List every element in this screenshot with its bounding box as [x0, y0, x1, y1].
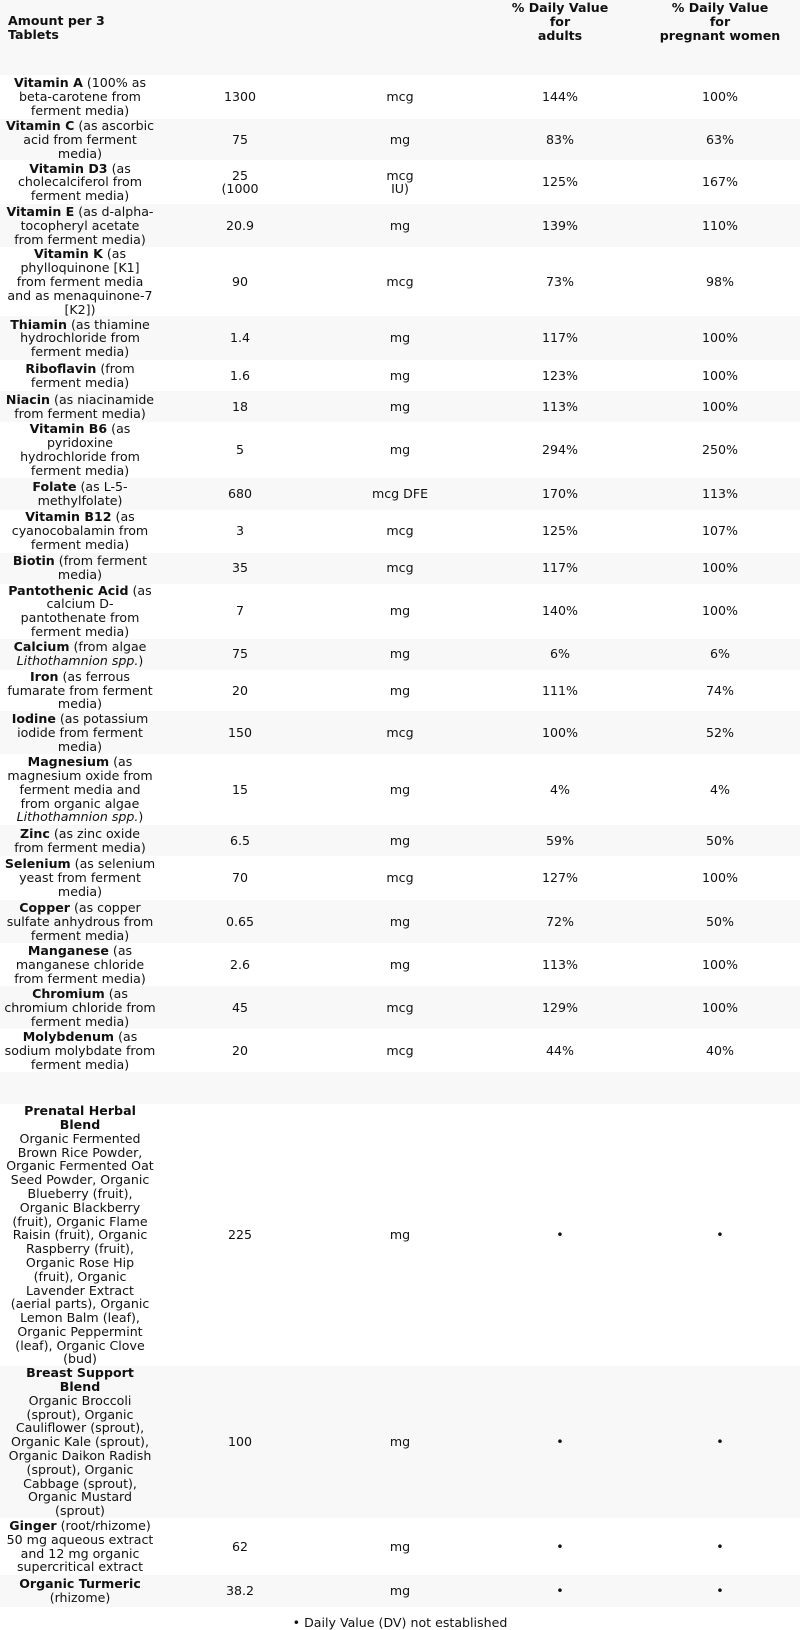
nutrient-name: Biotin — [12, 553, 55, 569]
nutrient-row — [0, 670, 800, 711]
nutrient-name-cell — [0, 825, 160, 856]
unit-column-header — [320, 0, 480, 75]
blend-name: Prenatal Herbal Blend — [24, 1103, 136, 1132]
amount-cell: 1.6 — [229, 367, 251, 383]
amount-cell: 20.9 — [225, 217, 255, 233]
nutrient-row — [0, 204, 800, 247]
dv-adults-cell: 123% — [541, 367, 578, 383]
dv-pregnant-cell: 100% — [701, 367, 738, 383]
nutrient-row — [0, 316, 800, 360]
nutrient-name: Molybdenum — [22, 1028, 115, 1044]
amount-cell: 20 — [231, 682, 249, 698]
nutrient-source: (as potassium iodide from ferment media) — [17, 710, 149, 754]
dv-adults-cell: 125% — [541, 174, 578, 190]
blend-ingredients: (rhizome) — [49, 1590, 111, 1606]
nutrient-row — [0, 478, 800, 510]
nutrient-name: Thiamin — [10, 316, 67, 332]
dv-pregnant-cell: 100% — [701, 89, 738, 105]
unit-cell: mg — [389, 217, 411, 233]
dv-adults-cell: 127% — [541, 870, 578, 886]
dv-adults-cell: 83% — [546, 131, 574, 147]
blend-name: Breast Support Blend — [26, 1365, 134, 1395]
amount-cell: 6.5 — [229, 832, 251, 848]
blend-ingredients: Organic Fermented Brown Rice Powder, Organic Fermented Oat Seed Powder, Organic Blueberry (fruit), Organic Blackberry (fruit), Organic Flame Raisin (fruit), Organic Raspberry (fruit), Organic Rose Hip (fruit), Organic Lavender Extract (aerial parts), Organic Lemon Balm (leaf), Organic Peppermint (leaf), Organic Clove (bud) — [6, 1130, 154, 1367]
dv-pregnant-header: % Daily Value for pregnant women — [659, 0, 781, 43]
unit-cell: mg — [389, 682, 411, 698]
nutrient-row — [0, 825, 800, 856]
nutrient-row — [0, 75, 800, 119]
dv-adults-cell: • — [556, 1583, 564, 1599]
dv-pregnant-cell: 50% — [706, 832, 734, 848]
section-spacer-row — [0, 1072, 800, 1104]
nutrient-name-cell — [0, 639, 160, 670]
dv-adults-cell: • — [556, 1434, 564, 1450]
nutrient-name: Vitamin K — [33, 246, 103, 262]
unit-cell: mg — [389, 913, 411, 929]
nutrient-name-cell — [0, 553, 160, 584]
nutrient-name-cell — [0, 478, 160, 510]
dv-adults-cell: 59% — [546, 832, 574, 848]
dv-adults-cell: • — [556, 1227, 564, 1243]
unit-cell: mg — [389, 398, 411, 414]
nutrient-source: (as zinc oxide from ferment media) — [14, 825, 146, 855]
unit-cell: mcg DFE — [371, 485, 429, 501]
unit-cell: mcg — [386, 870, 414, 886]
nutrient-source-tail: ) — [138, 809, 144, 825]
nutrient-row — [0, 856, 800, 900]
dv-pregnant-cell: 100% — [701, 603, 738, 619]
nutrient-name-cell — [0, 670, 160, 711]
unit-cell: mg — [389, 832, 411, 848]
nutrient-row — [0, 160, 800, 204]
nutrient-row — [0, 711, 800, 754]
nutrient-name-cell — [0, 584, 160, 639]
nutrient-name: Manganese — [27, 942, 109, 958]
nutrient-name: Iodine — [11, 710, 56, 726]
nutrient-name-cell — [0, 316, 160, 360]
nutrient-name: Niacin — [5, 392, 51, 408]
dv-adults-cell: 117% — [541, 560, 578, 576]
amount-cell: 25 (1000 — [221, 167, 259, 197]
dv-adults-cell: 6% — [550, 646, 570, 662]
unit-cell: mg — [389, 442, 411, 458]
unit-cell: mg — [389, 956, 411, 972]
unit-cell: mcg — [386, 89, 414, 105]
blend-name-cell — [0, 1104, 160, 1366]
amount-cell: 150 — [227, 724, 253, 740]
dv-adults-cell: 139% — [541, 217, 578, 233]
amount-cell: 35 — [231, 560, 249, 576]
dv-adults-cell: 129% — [541, 999, 578, 1015]
unit-cell: mg — [389, 781, 411, 797]
blend-name: Ginger — [9, 1517, 57, 1533]
dv-adults-cell: 100% — [541, 724, 578, 740]
daily-value-footnote: • Daily Value (DV) not established — [292, 1615, 508, 1630]
unit-cell: mcg — [386, 999, 414, 1015]
nutrient-source: (as chromium chloride from ferment media) — [4, 985, 156, 1029]
blend-name-cell — [0, 1366, 160, 1518]
dv-pregnant-cell: 100% — [701, 870, 738, 886]
nutrient-row — [0, 247, 800, 316]
amount-cell: 680 — [227, 485, 253, 501]
nutrient-name-cell — [0, 247, 160, 316]
nutrient-row — [0, 754, 800, 825]
dv-adults-cell: 4% — [550, 781, 570, 797]
nutrient-row — [0, 360, 800, 391]
unit-cell: mcg — [386, 724, 414, 740]
amount-cell: 5 — [235, 442, 244, 458]
dv-adults-cell: 170% — [541, 485, 578, 501]
dv-pregnant-cell: 113% — [701, 485, 738, 501]
dv-adults-cell: 144% — [541, 89, 578, 105]
nutrient-name-cell — [0, 204, 160, 247]
dv-pregnant-cell: 63% — [706, 131, 734, 147]
amount-cell: 70 — [231, 870, 249, 886]
nutrient-source: (as selenium yeast from ferment media) — [19, 856, 156, 900]
amount-cell: 1.4 — [229, 330, 251, 346]
dv-pregnant-cell: 52% — [706, 724, 734, 740]
nutrient-source: (as manganese chloride from ferment media) — [14, 942, 146, 986]
amount-cell: 225 — [227, 1227, 253, 1243]
nutrient-source: (as d-alpha-tocopheryl acetate from ferment media) — [14, 204, 154, 247]
dv-adults-cell: • — [556, 1538, 564, 1554]
dv-pregnant-cell: 110% — [701, 217, 738, 233]
amount-cell: 2.6 — [229, 956, 251, 972]
nutrient-name-cell — [0, 360, 160, 391]
dv-pregnant-cell: 98% — [706, 273, 734, 289]
dv-pregnant-cell: 100% — [701, 330, 738, 346]
dv-adults-header: % Daily Value for adults — [511, 0, 609, 43]
dv-adults-cell: 117% — [541, 330, 578, 346]
nutrient-name-cell — [0, 986, 160, 1029]
nutrient-source-tail: ) — [138, 653, 144, 669]
nutrient-row — [0, 119, 800, 160]
unit-cell: mcg — [386, 1042, 414, 1058]
dv-pregnant-cell: • — [716, 1434, 724, 1450]
nutrient-source: (from ferment media) — [30, 361, 135, 390]
unit-cell: mcg IU) — [386, 167, 414, 197]
amount-column-header — [160, 0, 320, 75]
nutrient-name: Riboflavin — [25, 361, 97, 377]
nutrient-source: (as calcium D-pantothenate from ferment media) — [20, 582, 152, 639]
nutrient-source-species: Lithothamnion spp. — [16, 653, 139, 669]
dv-adults-cell: 44% — [546, 1042, 574, 1058]
nutrient-source: (as cholecalciferol from ferment media) — [17, 160, 143, 204]
nutrient-source: (as L-5-methylfolate) — [37, 478, 128, 508]
unit-cell: mg — [389, 367, 411, 383]
amount-cell: 3 — [235, 523, 244, 539]
amount-cell: 90 — [231, 273, 249, 289]
dv-pregnant-cell: • — [716, 1538, 724, 1554]
nutrient-row — [0, 510, 800, 553]
nutrient-row — [0, 422, 800, 477]
dv-pregnant-cell: • — [716, 1227, 724, 1243]
table-header-row — [0, 0, 800, 75]
dv-pregnant-cell: 40% — [706, 1042, 734, 1058]
dv-adults-cell: 72% — [546, 913, 574, 929]
nutrient-name-cell — [0, 422, 160, 477]
dv-pregnant-cell: 100% — [701, 999, 738, 1015]
unit-cell: mg — [389, 603, 411, 619]
amount-cell: 75 — [231, 131, 249, 147]
amount-cell: 1300 — [223, 89, 257, 105]
nutrient-source: (as pyridoxine hydrochloride from ferment media) — [20, 421, 140, 478]
nutrient-name: Vitamin C — [5, 118, 75, 133]
dv-pregnant-cell: 100% — [701, 560, 738, 576]
dv-pregnant-cell: 100% — [701, 956, 738, 972]
nutrient-name: Folate — [32, 478, 77, 494]
nutrient-source: (as cyanocobalamin from ferment media) — [11, 509, 149, 552]
nutrient-source: (from algae — [69, 639, 147, 655]
nutrient-name-cell — [0, 900, 160, 943]
nutrient-name: Vitamin B6 — [29, 421, 108, 437]
dv-adults-cell: 111% — [541, 682, 578, 698]
dv-pregnant-cell: 167% — [701, 174, 738, 190]
nutrient-name-cell — [0, 391, 160, 422]
dv-pregnant-cell: 6% — [710, 646, 730, 662]
section-spacer-cell — [0, 1072, 800, 1104]
unit-cell: mg — [389, 646, 411, 662]
unit-cell: mg — [389, 1227, 411, 1243]
nutrient-name: Copper — [19, 899, 70, 915]
amount-cell: 45 — [231, 999, 249, 1015]
nutrient-name: Vitamin D3 — [29, 160, 108, 176]
dv-adults-cell: 140% — [541, 603, 578, 619]
nutrient-source: (as ferrous fumarate from ferment media) — [7, 668, 153, 712]
nutrient-source: (as thiamine hydrochloride from ferment media) — [20, 316, 150, 360]
nutrient-row — [0, 1029, 800, 1072]
nutrient-source: (from ferment media) — [54, 553, 148, 583]
nutrient-source: (100% as beta-carotene from ferment media) — [19, 75, 147, 118]
dv-adults-cell: 113% — [541, 398, 578, 414]
nutrient-name-cell — [0, 510, 160, 553]
blend-row — [0, 1366, 800, 1518]
nutrient-row — [0, 943, 800, 986]
dv-adults-cell: 73% — [546, 273, 574, 289]
nutrient-source: (as ascorbic acid from ferment media) — [23, 118, 155, 161]
nutrient-name: Selenium — [4, 856, 71, 872]
amount-cell: 15 — [231, 781, 249, 797]
amount-cell: 62 — [231, 1538, 249, 1554]
unit-cell: mcg — [386, 523, 414, 539]
nutrient-row — [0, 553, 800, 584]
amount-cell: 100 — [227, 1434, 253, 1450]
unit-cell: mg — [389, 131, 411, 147]
nutrient-source: (as copper sulfate anhydrous from ferment media) — [6, 899, 154, 943]
unit-cell: mg — [389, 1434, 411, 1450]
unit-cell: mg — [389, 1583, 411, 1599]
amount-cell: 20 — [231, 1042, 249, 1058]
blend-name: Organic Turmeric — [19, 1576, 141, 1592]
dv-pregnant-cell: 74% — [706, 682, 734, 698]
nutrient-row — [0, 639, 800, 670]
dv-pregnant-cell: • — [716, 1583, 724, 1599]
nutrient-name-cell — [0, 119, 160, 160]
nutrient-name: Magnesium — [27, 754, 110, 770]
dv-pregnant-cell: 50% — [706, 913, 734, 929]
dv-adults-cell: 294% — [541, 442, 578, 458]
nutrient-name-cell — [0, 754, 160, 825]
dv-pregnant-cell: 4% — [710, 781, 730, 797]
nutrient-name: Pantothenic Acid — [8, 582, 129, 598]
dv-adults-cell: 113% — [541, 956, 578, 972]
nutrient-name: Vitamin B12 — [25, 509, 112, 525]
nutrient-row — [0, 391, 800, 422]
amount-cell: 18 — [231, 398, 249, 414]
nutrient-row — [0, 986, 800, 1029]
nutrient-row — [0, 584, 800, 639]
nutrient-row — [0, 900, 800, 943]
nutrient-source-species: Lithothamnion spp. — [16, 809, 139, 825]
unit-cell: mg — [389, 1538, 411, 1554]
nutrient-source: (as niacinamide from ferment media) — [14, 392, 155, 421]
nutrient-name: Chromium — [32, 985, 105, 1001]
amount-cell: 7 — [235, 603, 244, 619]
nutrient-name: Calcium — [13, 639, 70, 655]
nutrient-name-cell — [0, 1029, 160, 1072]
blend-ingredients: (root/rhizome) 50 mg aqueous extract and 12 mg organic supercritical extract — [6, 1517, 154, 1575]
nutrient-name: Vitamin E — [6, 204, 75, 220]
nutrient-name-cell — [0, 711, 160, 754]
nutrient-name-cell — [0, 75, 160, 119]
blend-name-cell — [0, 1518, 160, 1575]
amount-cell: 75 — [231, 646, 249, 662]
dv-pregnant-cell: 250% — [701, 442, 738, 458]
unit-cell: mg — [389, 330, 411, 346]
blend-ingredients: Organic Broccoli (sprout), Organic Cauliflower (sprout), Organic Kale (sprout), Organic Daikon Radish (sprout), Organic Cabbage (sprout), Organic Mustard (sprout) — [8, 1392, 152, 1519]
nutrient-name: Iron — [29, 668, 59, 684]
nutrient-source: (as magnesium oxide from ferment media and from organic algae — [7, 754, 153, 811]
unit-cell: mcg — [386, 560, 414, 576]
nutrient-name: Vitamin A — [13, 75, 83, 91]
dv-pregnant-cell: 100% — [701, 398, 738, 414]
blend-row — [0, 1104, 800, 1366]
blend-row — [0, 1518, 800, 1575]
dv-pregnant-cell: 107% — [701, 523, 738, 539]
amount-cell: 0.65 — [225, 913, 255, 929]
amount-cell: 38.2 — [225, 1583, 255, 1599]
nutrient-name-cell — [0, 160, 160, 204]
nutrient-source: (as sodium molybdate from ferment media) — [4, 1028, 156, 1072]
nutrient-name-cell — [0, 856, 160, 900]
blend-row — [0, 1575, 800, 1607]
nutrient-name: Zinc — [19, 825, 50, 841]
amount-per-serving-header: Amount per 3 Tablets — [8, 13, 105, 42]
dv-adults-cell: 125% — [541, 523, 578, 539]
nutrient-source: (as phylloquinone [K1] from ferment media and as menaquinone-7 [K2]) — [7, 246, 153, 317]
nutrient-name-cell — [0, 943, 160, 986]
blend-name-cell — [0, 1575, 160, 1607]
unit-cell: mcg — [386, 273, 414, 289]
